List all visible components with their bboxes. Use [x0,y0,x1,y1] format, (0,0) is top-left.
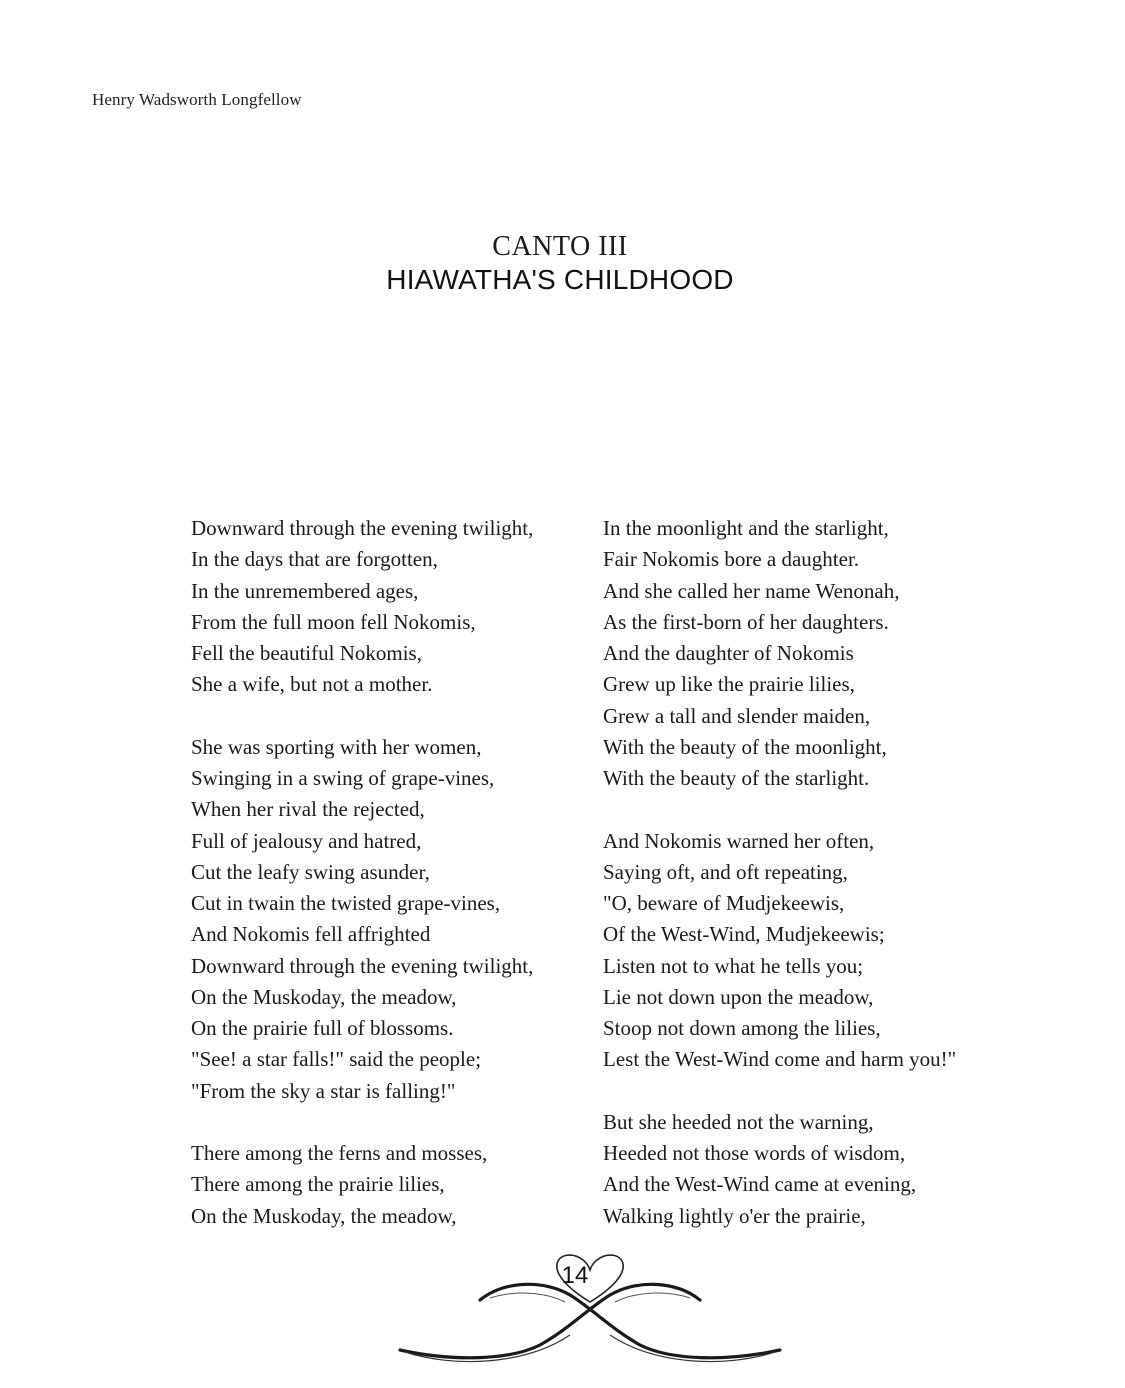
poem-line: Walking lightly o'er the prairie, [603,1203,866,1228]
poem-column-right [603,513,1063,1232]
poem-line: And Nokomis warned her often, [603,828,875,853]
poem-line: Downward through the evening twilight, [191,953,534,978]
canto-title: HIAWATHA'S CHILDHOOD [386,264,734,295]
poem-line: On the Muskoday, the meadow, [191,1203,457,1228]
poem-line: On the prairie full of blossoms. [191,1016,454,1040]
poem-line: Cut in twain the twisted grape-vines, [191,891,501,915]
poem-line: With the beauty of the moonlight, [603,734,887,759]
poem-line: There among the ferns and mosses, [191,1141,488,1165]
poem-line: Lest the West-Wind come and harm you!" [603,1047,957,1072]
poem-line: But she heeded not the warning, [603,1109,874,1134]
stanza [603,826,1063,1076]
poem-line: "From the sky a star is falling!" [191,1078,456,1103]
poem-line: "See! a star falls!" said the people; [191,1047,482,1072]
poem-line: Fell the beautiful Nokomis, [191,641,422,665]
poem-line: There among the prairie lilies, [191,1172,445,1197]
poem-line: Stoop not down among the lilies, [603,1016,881,1040]
poem-line: And the daughter of Nokomis [603,641,854,665]
poem-line: Grew up like the prairie lilies, [603,672,855,697]
page-number: 14 [561,1262,589,1289]
stanza [191,513,591,701]
poem-line: When her rival the rejected, [191,797,425,822]
poem-line: In the days that are forgotten, [191,547,438,572]
poem-column-left [191,513,591,1232]
poem-line: Listen not to what he tells you; [603,953,864,978]
stanza [603,1107,1063,1232]
poem-line: Swinging in a swing of grape-vines, [191,766,495,790]
poem-line: Fair Nokomis bore a daughter. [603,547,860,572]
poem-line: On the Muskoday, the meadow, [191,984,457,1009]
poem-line: With the beauty of the starlight. [603,766,870,790]
poem-line: From the full moon fell Nokomis, [191,609,476,634]
poem-line: In the unremembered ages, [191,578,419,603]
poem-line: Lie not down upon the meadow, [603,984,874,1009]
poem-line: She was sporting with her women, [191,734,482,759]
stanza [191,1138,591,1232]
poem-line: And she called her name Wenonah, [603,578,900,603]
canto-heading [0,230,1120,296]
poem-line: Downward through the evening twilight, [191,516,534,540]
running-head: Henry Wadsworth Longfellow [92,90,302,109]
poem-line: In the moonlight and the starlight, [603,516,889,540]
poem-line: Of the West-Wind, Mudjekeewis; [603,922,885,947]
poem-line: Saying oft, and oft repeating, [603,859,848,884]
poem-line: As the first-born of her daughters. [603,609,889,634]
poem-line: She a wife, but not a mother. [191,672,433,697]
poem-line: Grew a tall and slender maiden, [603,703,871,728]
stanza [603,513,1063,794]
poem-line: Full of jealousy and hatred, [191,828,422,853]
canto-number: CANTO III [492,231,628,262]
poem-line: Heeded not those words of wisdom, [603,1141,906,1165]
stanza [191,732,591,1107]
poem-line: Cut the leafy swing asunder, [191,859,430,884]
poem-line: And the West-Wind came at evening, [603,1172,917,1197]
poem-line: "O, beware of Mudjekeewis, [603,891,845,915]
poem-line: And Nokomis fell affrighted [191,922,431,947]
